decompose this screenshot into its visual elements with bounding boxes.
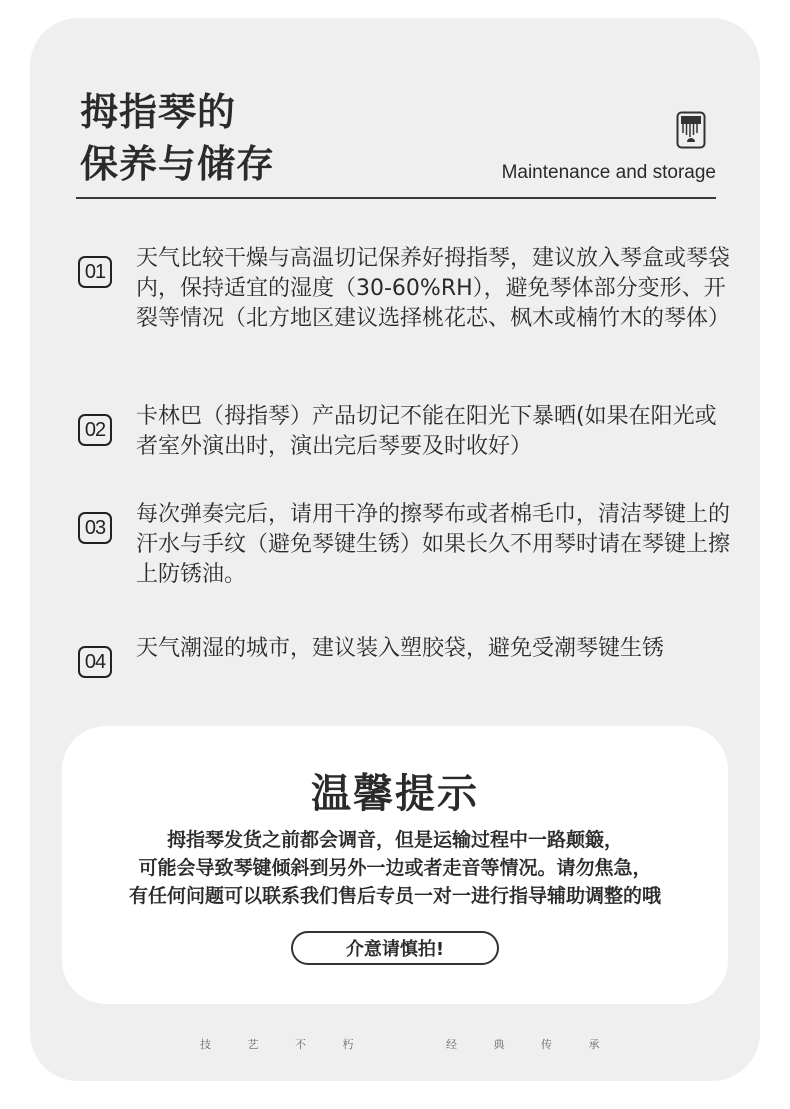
card	[30, 18, 760, 1081]
header-divider	[76, 197, 716, 199]
item-number: 02	[78, 414, 112, 446]
title-line-1: 拇指琴的	[80, 90, 237, 134]
tips-body	[62, 826, 728, 910]
footer-char: 技	[200, 1038, 211, 1051]
item-text: 天气潮湿的城市，建议装入塑胶袋，避免受潮琴键生锈	[136, 636, 665, 661]
page-title	[80, 86, 275, 190]
item-text: 天气比较干燥与高温切记保养好拇指琴，建议放入琴盒或琴袋内，保持适宜的湿度（30-60%RH），避免琴体部分变形、开裂等情况（北方地区建议选择桃花芯、枫木或楠竹木的琴体）	[136, 246, 731, 331]
item-text: 卡林巴（拇指琴）产品切记不能在阳光下暴晒(如果在阳光或者室外演出时，演出完后琴要及时收好）	[136, 404, 717, 459]
tips-line-1: 拇指琴发货之前都会调音，但是运输过程中一路颠簸，	[166, 829, 623, 851]
item-number: 04	[78, 646, 112, 678]
item-number: 01	[78, 256, 112, 288]
tips-line-3: 有任何问题可以联系我们售后专员一对一进行指导辅助调整的哦	[128, 885, 661, 907]
footer-char: 承	[588, 1038, 600, 1051]
title-line-2: 保养与储存	[80, 142, 276, 186]
footer-char: 朽	[342, 1038, 354, 1051]
tips-title: 温馨提示	[311, 771, 479, 817]
footer-char: 传	[541, 1038, 552, 1051]
page-subtitle: Maintenance and storage	[501, 162, 716, 183]
item-text: 每次弹奏完后，请用干净的擦琴布或者棉毛巾，清洁琴键上的汗水与手纹（避免琴键生锈）如果长久不用琴时请在琴键上擦上防锈油。	[136, 502, 731, 587]
footer-char: 经	[446, 1038, 457, 1051]
footer-char: 艺	[247, 1038, 259, 1051]
footer-char: 不	[295, 1038, 306, 1051]
caution-pill: 介意请慎拍!	[291, 931, 499, 965]
footer-left	[200, 1036, 354, 1052]
footer-right	[446, 1036, 600, 1052]
tips-line-2: 可能会导致琴键倾斜到另外一边或者走音等情况。请勿焦急，	[138, 857, 652, 879]
item-number: 03	[78, 512, 112, 544]
tips-panel	[62, 726, 728, 1004]
footer-char: 典	[493, 1038, 505, 1051]
kalimba-icon	[676, 111, 706, 149]
